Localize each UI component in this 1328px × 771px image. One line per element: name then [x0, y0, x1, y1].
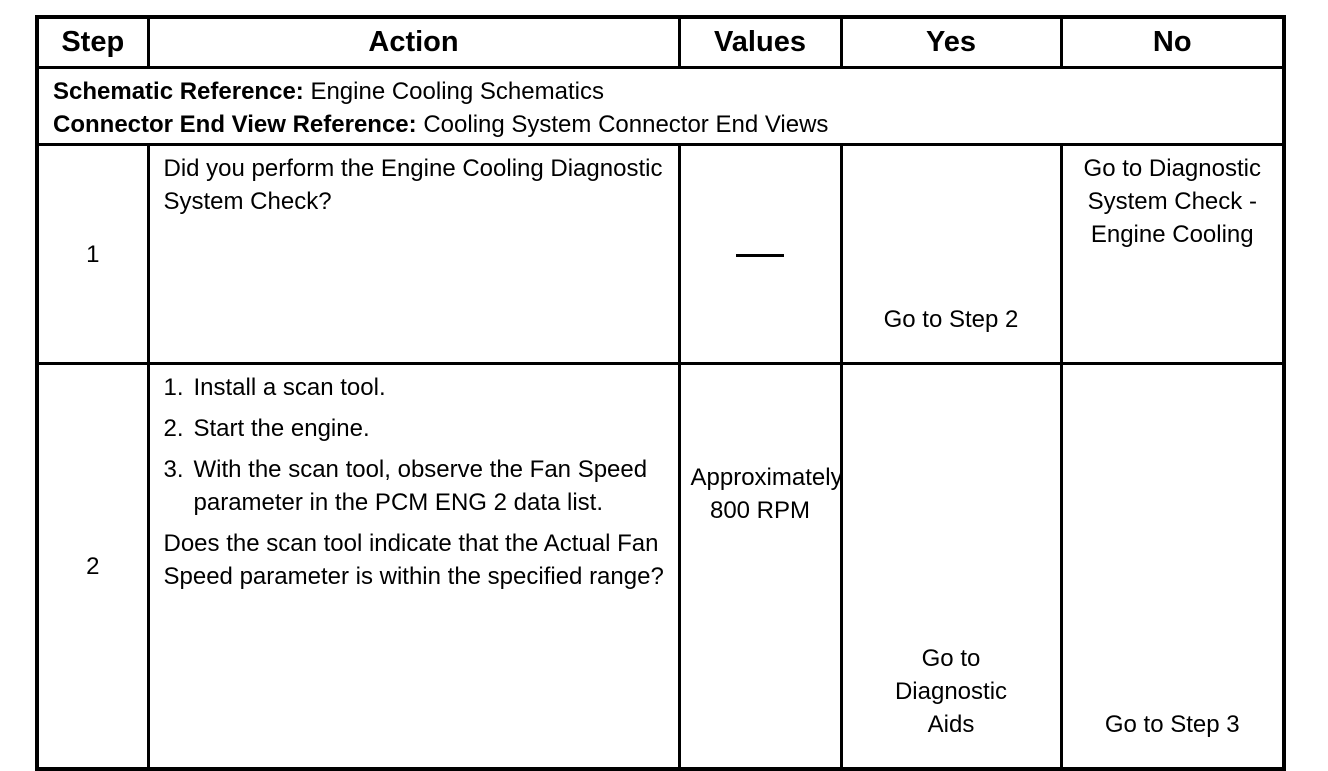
header-no: No	[1061, 17, 1284, 68]
list-item	[164, 412, 668, 445]
action-step-list	[164, 371, 668, 519]
step-index: 2.	[163, 415, 184, 442]
step-text: Start the engine.	[193, 415, 370, 442]
header-action: Action	[148, 17, 679, 68]
no-outcome: Go to Step 3	[1061, 364, 1284, 770]
no-outcome: Go to Diagnostic System Check - Engine Cooling	[1061, 145, 1284, 364]
table-row	[37, 364, 1284, 770]
header-values: Values	[679, 17, 841, 68]
list-item	[164, 453, 668, 519]
values-cell	[679, 145, 841, 364]
step-text: With the scan tool, observe the Fan Speed parameter in the PCM ENG 2 data list.	[193, 456, 648, 516]
step-number: 2	[37, 364, 148, 770]
action-question: Does the scan tool indicate that the Actual Fan Speed parameter is within the specified range?	[163, 530, 664, 590]
step-text: Install a scan tool.	[193, 374, 386, 401]
schematic-reference	[53, 75, 1282, 108]
schematic-reference-value: Engine Cooling Schematics	[310, 78, 604, 105]
schematic-reference-label: Schematic Reference:	[53, 78, 304, 105]
yes-outcome: Go to Diagnostic Aids	[841, 364, 1061, 770]
step-index: 3.	[163, 456, 184, 483]
action-cell	[148, 364, 679, 770]
list-item	[164, 371, 668, 404]
values-text: Approximately 800 RPM	[679, 364, 841, 770]
header-row	[37, 17, 1284, 68]
header-step: Step	[37, 17, 148, 68]
header-yes: Yes	[841, 17, 1061, 68]
reference-row	[37, 68, 1284, 145]
diagnostic-table	[35, 15, 1286, 771]
yes-outcome: Go to Step 2	[841, 145, 1061, 364]
step-number: 1	[37, 145, 148, 364]
table-row	[37, 145, 1284, 364]
step-index: 1.	[163, 374, 184, 401]
connector-reference	[53, 108, 1282, 141]
empty-value-dash	[736, 254, 784, 257]
reference-cell	[37, 68, 1284, 145]
connector-reference-value: Cooling System Connector End Views	[423, 111, 829, 138]
connector-reference-label: Connector End View Reference:	[53, 111, 417, 138]
action-text: Did you perform the Engine Cooling Diagnostic System Check?	[148, 145, 679, 364]
